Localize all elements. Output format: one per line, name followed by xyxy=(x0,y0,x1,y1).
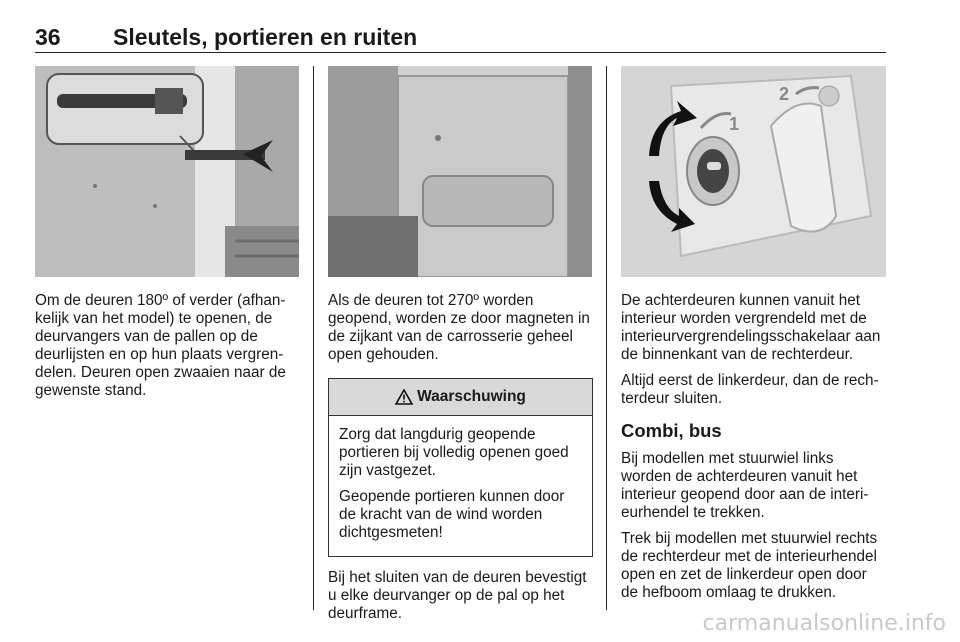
col2-paragraph-1: Als de deuren tot 270º worden geopend, worden ze door magneten in de zijkant van de carrosserie geheel open gehouden. xyxy=(328,292,590,363)
column-divider-2 xyxy=(606,66,607,610)
door-stay-photo xyxy=(35,66,299,277)
page-number: 36 xyxy=(35,24,61,50)
col1-paragraph-1: Om de deuren 180º of verder (afhankelijk van het model) te openen, de deurvangers van de pallen op de deurlijsten en op hun plaats vergrendelen. Deuren open zwaaien naar de gewenste stand. xyxy=(35,292,286,399)
figure-label-2: 2 xyxy=(779,84,790,104)
col3-paragraph-1: De achterdeuren kunnen vanuit het interieur worden vergrendeld met de interieurvergrendelingsschakelaar aan de binnenkant van de rechterdeur. xyxy=(621,292,881,363)
warning-body xyxy=(329,416,592,556)
col3-paragraph-2: Altijd eerst de linkerdeur, dan de rechterdeur sluiten. xyxy=(621,372,879,407)
page-title: Sleutels, portieren en ruiten xyxy=(113,24,418,50)
watermark: carmanualsonline.info xyxy=(702,611,946,636)
column-1-text xyxy=(35,292,300,408)
page-header xyxy=(35,24,885,52)
section-heading: Combi, bus xyxy=(621,420,722,441)
col3-section-paragraph-2: Trek bij modellen met stuurwiel rechts de rechterdeur met de interieurhendel open en zet de linkerdeur open door de hefboom omlaag te drukken. xyxy=(621,530,878,601)
warning-header xyxy=(329,379,592,416)
warning-triangle-icon xyxy=(395,389,413,405)
interior-lock-switch-photo xyxy=(621,66,886,277)
header-rule xyxy=(35,52,886,53)
figure-label-1: 1 xyxy=(729,114,740,134)
col2-paragraph-2: Bij het sluiten van de deuren bevestigt u elke deurvanger op de pal op het deurframe. xyxy=(328,569,587,622)
col3-section-paragraph-1: Bij modellen met stuurwiel links worden de achterdeuren vanuit het interieur geopend door aan de interieurhendel te trekken. xyxy=(621,450,869,521)
column-divider-1 xyxy=(313,66,314,610)
column-2-text xyxy=(328,292,593,631)
column-3-text xyxy=(621,292,887,610)
door-magnet-photo xyxy=(328,66,592,277)
warning-paragraph-1: Zorg dat langdurig geopende portieren bij volledig openen goed zijn vastgezet. xyxy=(339,426,569,479)
warning-box xyxy=(328,378,593,557)
warning-title: Waarschuwing xyxy=(417,388,526,405)
warning-paragraph-2: Geopende portieren kunnen door de kracht van de wind worden dichtgesmeten! xyxy=(339,488,565,541)
